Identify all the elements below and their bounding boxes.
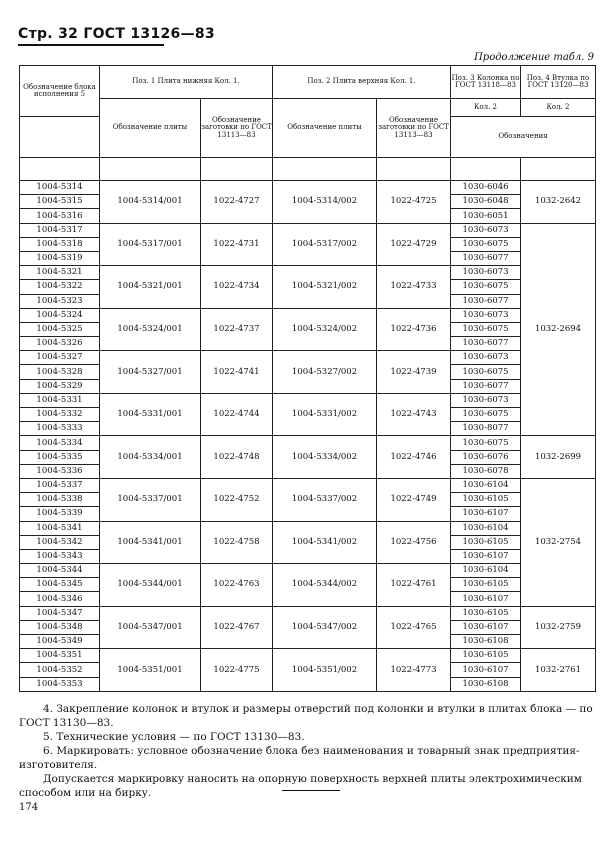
- block-designation-cell: 1004-5353: [20, 677, 100, 691]
- block-designation-cell: 1004-5352: [20, 663, 100, 677]
- column-designation-cell: 1030-6075: [451, 322, 521, 336]
- column-designation-cell: 1030-6108: [451, 635, 521, 649]
- column-designation-cell: 1030-6104: [451, 564, 521, 578]
- block-designation-cell: 1004-5351: [20, 649, 100, 663]
- plate1-designation-cell: 1004-5314/001: [100, 181, 201, 224]
- block-designation-cell: 1004-5325: [20, 322, 100, 336]
- col-head-pos1: Поз. 1 Плита нижняя Кол. 1.: [100, 66, 273, 99]
- block-designation-cell: 1004-5318: [20, 237, 100, 251]
- plate2-designation-cell: 1004-5341/002: [273, 521, 377, 564]
- block-designation-cell: 1004-5338: [20, 493, 100, 507]
- plate2-designation-cell: 1004-5351/002: [273, 649, 377, 692]
- block-designation-cell: 1004-5329: [20, 379, 100, 393]
- table-row: [20, 564, 596, 578]
- bushing-designation-cell: 1032-2754: [521, 478, 596, 606]
- block-designation-cell: 1004-5336: [20, 464, 100, 478]
- plate1-designation-cell: 1004-5317/001: [100, 223, 201, 266]
- column-designation-cell: 1030-6104: [451, 478, 521, 492]
- column-designation-cell: 1030-8077: [451, 422, 521, 436]
- column-designation-cell: 1030-6075: [451, 237, 521, 251]
- block-designation-cell: 1004-5316: [20, 209, 100, 223]
- plate2-designation-cell: 1004-5347/002: [273, 606, 377, 649]
- plate2-designation-cell: 1004-5337/002: [273, 478, 377, 521]
- bushing-designation-cell: 1032-2642: [521, 181, 596, 224]
- block-designation-cell: 1004-5324: [20, 308, 100, 322]
- table-row: [20, 606, 596, 620]
- col-head-pos4: Поз. 4 Втулка по ГОСТ 13120—83: [521, 66, 596, 99]
- plate1-designation-cell: 1004-5337/001: [100, 478, 201, 521]
- block-designation-cell: 1004-5323: [20, 294, 100, 308]
- column-designation-cell: 1030-6107: [451, 549, 521, 563]
- block-designation-cell: 1004-5327: [20, 351, 100, 365]
- blank1-designation-cell: 1022-4763: [201, 564, 273, 607]
- blank2-designation-cell: 1022-4733: [377, 266, 451, 309]
- column-designation-cell: 1030-6046: [451, 181, 521, 195]
- footer-separator: [282, 790, 340, 791]
- blank2-designation-cell: 1022-4765: [377, 606, 451, 649]
- block-designation-cell: 1004-5328: [20, 365, 100, 379]
- blank2-designation-cell: 1022-4739: [377, 351, 451, 394]
- col-head-block-designation: Обозначение блока исполнения 5: [20, 66, 100, 117]
- col-head-blank-designation-2: Обозначение заготовки по ГОСТ 13113—83: [377, 99, 451, 158]
- column-designation-cell: 1030-6073: [451, 223, 521, 237]
- bushing-designation-cell: 1032-2759: [521, 606, 596, 649]
- block-designation-cell: 1004-5317: [20, 223, 100, 237]
- block-designation-cell: 1004-5345: [20, 578, 100, 592]
- table-row: [20, 393, 596, 407]
- bushing-designation-cell: 1032-2699: [521, 436, 596, 479]
- block-designation-cell: 1004-5322: [20, 280, 100, 294]
- column-designation-cell: 1030-6075: [451, 280, 521, 294]
- blank2-designation-cell: 1022-4729: [377, 223, 451, 266]
- note-7: Допускается маркировку наносить на опорную поверхность верхней плиты электрохимическим способом или на бирку.: [19, 772, 582, 799]
- column-designation-cell: 1030-6105: [451, 493, 521, 507]
- block-designation-cell: 1004-5314: [20, 181, 100, 195]
- blank1-designation-cell: 1022-4775: [201, 649, 273, 692]
- blank2-designation-cell: 1022-4746: [377, 436, 451, 479]
- column-designation-cell: 1030-6078: [451, 464, 521, 478]
- column-designation-cell: 1030-6048: [451, 195, 521, 209]
- table-row: [20, 223, 596, 237]
- column-designation-cell: 1030-6108: [451, 677, 521, 691]
- block-designation-cell: 1004-5315: [20, 195, 100, 209]
- table-row: [20, 181, 596, 195]
- plate2-designation-cell: 1004-5314/002: [273, 181, 377, 224]
- note-5: 5. Технические условия — по ГОСТ 13130—83.: [43, 730, 305, 743]
- column-designation-cell: 1030-6077: [451, 337, 521, 351]
- col-head-plate-designation-1: Обозначение плиты: [100, 99, 201, 158]
- plate1-designation-cell: 1004-5347/001: [100, 606, 201, 649]
- plate1-designation-cell: 1004-5327/001: [100, 351, 201, 394]
- blank1-designation-cell: 1022-4731: [201, 223, 273, 266]
- column-designation-cell: 1030-6107: [451, 620, 521, 634]
- note-6: 6. Маркировать: условное обозначение блока без наименования и товарный знак предприятия-изготовителя.: [19, 744, 580, 771]
- blank2-designation-cell: 1022-4773: [377, 649, 451, 692]
- block-designation-cell: 1004-5347: [20, 606, 100, 620]
- col-head-plate-designation-2: Обозначение плиты: [273, 99, 377, 158]
- block-designation-cell: 1004-5333: [20, 422, 100, 436]
- blank1-designation-cell: 1022-4741: [201, 351, 273, 394]
- blank2-designation-cell: 1022-4749: [377, 478, 451, 521]
- plate2-designation-cell: 1004-5344/002: [273, 564, 377, 607]
- plate2-designation-cell: 1004-5324/002: [273, 308, 377, 351]
- blank2-designation-cell: 1022-4743: [377, 393, 451, 436]
- table-row: [20, 266, 596, 280]
- column-designation-cell: 1030-6075: [451, 436, 521, 450]
- block-designation-cell: 1004-5339: [20, 507, 100, 521]
- block-designation-cell: 1004-5335: [20, 450, 100, 464]
- blank1-designation-cell: 1022-4752: [201, 478, 273, 521]
- blank1-designation-cell: 1022-4734: [201, 266, 273, 309]
- block-designation-cell: 1004-5332: [20, 408, 100, 422]
- page-number: 174: [19, 802, 39, 813]
- blank2-designation-cell: 1022-4761: [377, 564, 451, 607]
- block-designation-cell: 1004-5348: [20, 620, 100, 634]
- header-rule: [18, 44, 164, 46]
- blank1-designation-cell: 1022-4758: [201, 521, 273, 564]
- blank1-designation-cell: 1022-4727: [201, 181, 273, 224]
- table-continuation-label: Продолжение табл. 9: [474, 52, 594, 63]
- plate1-designation-cell: 1004-5324/001: [100, 308, 201, 351]
- footer-notes: [19, 703, 593, 801]
- column-designation-cell: 1030-6075: [451, 408, 521, 422]
- column-designation-cell: 1030-6077: [451, 379, 521, 393]
- block-designation-cell: 1004-5342: [20, 535, 100, 549]
- column-designation-cell: 1030-6105: [451, 606, 521, 620]
- col-head-blank-designation-1: Обозначение заготовки по ГОСТ 13113—83: [201, 99, 273, 158]
- plate2-designation-cell: 1004-5317/002: [273, 223, 377, 266]
- plate2-designation-cell: 1004-5334/002: [273, 436, 377, 479]
- blank1-designation-cell: 1022-4737: [201, 308, 273, 351]
- col-head-designations: Обозначения: [451, 117, 596, 158]
- plate1-designation-cell: 1004-5321/001: [100, 266, 201, 309]
- block-designation-cell: 1004-5346: [20, 592, 100, 606]
- column-designation-cell: 1030-6051: [451, 209, 521, 223]
- block-designation-cell: 1004-5349: [20, 635, 100, 649]
- blank1-designation-cell: 1022-4767: [201, 606, 273, 649]
- column-designation-cell: 1030-6075: [451, 365, 521, 379]
- note-4: 4. Закрепление колонок и втулок и размеры отверстий под колонки и втулки в плитах блока — по ГОСТ 13130—83.: [19, 703, 593, 729]
- block-designation-cell: 1004-5341: [20, 521, 100, 535]
- plate2-designation-cell: 1004-5321/002: [273, 266, 377, 309]
- col-head-empty: [20, 117, 100, 158]
- column-designation-cell: 1030-6105: [451, 535, 521, 549]
- table-row: [20, 649, 596, 663]
- column-designation-cell: 1030-6077: [451, 294, 521, 308]
- column-designation-cell: 1030-6104: [451, 521, 521, 535]
- column-designation-cell: 1030-6076: [451, 450, 521, 464]
- blank2-designation-cell: 1022-4756: [377, 521, 451, 564]
- blank1-designation-cell: 1022-4748: [201, 436, 273, 479]
- plate1-designation-cell: 1004-5334/001: [100, 436, 201, 479]
- blank2-designation-cell: 1022-4725: [377, 181, 451, 224]
- table-row: [20, 521, 596, 535]
- plate2-designation-cell: 1004-5331/002: [273, 393, 377, 436]
- parts-table: [19, 65, 596, 692]
- bushing-designation-cell: 1032-2694: [521, 223, 596, 436]
- col-head-pos3: Поз. 3 Колонка по ГОСТ 13118—83: [451, 66, 521, 99]
- table-row: [20, 436, 596, 450]
- page-header: Стр. 32 ГОСТ 13126—83: [18, 26, 215, 42]
- column-designation-cell: 1030-6077: [451, 251, 521, 265]
- plate1-designation-cell: 1004-5351/001: [100, 649, 201, 692]
- table-row: [20, 478, 596, 492]
- column-designation-cell: 1030-6073: [451, 351, 521, 365]
- col-head-qty3: Кол. 2: [451, 99, 521, 117]
- column-designation-cell: 1030-6107: [451, 663, 521, 677]
- column-designation-cell: 1030-6107: [451, 592, 521, 606]
- block-designation-cell: 1004-5319: [20, 251, 100, 265]
- column-designation-cell: 1030-6073: [451, 393, 521, 407]
- column-designation-cell: 1030-6107: [451, 507, 521, 521]
- column-designation-cell: 1030-6105: [451, 578, 521, 592]
- block-designation-cell: 1004-5334: [20, 436, 100, 450]
- plate1-designation-cell: 1004-5341/001: [100, 521, 201, 564]
- bushing-designation-cell: 1032-2761: [521, 649, 596, 692]
- column-designation-cell: 1030-6105: [451, 649, 521, 663]
- column-designation-cell: 1030-6073: [451, 308, 521, 322]
- plate1-designation-cell: 1004-5344/001: [100, 564, 201, 607]
- plate1-designation-cell: 1004-5331/001: [100, 393, 201, 436]
- plate2-designation-cell: 1004-5327/002: [273, 351, 377, 394]
- block-designation-cell: 1004-5321: [20, 266, 100, 280]
- col-head-qty4: Кол. 2: [521, 99, 596, 117]
- table-row: [20, 308, 596, 322]
- blank1-designation-cell: 1022-4744: [201, 393, 273, 436]
- block-designation-cell: 1004-5326: [20, 337, 100, 351]
- blank2-designation-cell: 1022-4736: [377, 308, 451, 351]
- block-designation-cell: 1004-5344: [20, 564, 100, 578]
- column-designation-cell: 1030-6073: [451, 266, 521, 280]
- col-head-pos2: Поз. 2 Плита верхняя Кол. 1.: [273, 66, 451, 99]
- block-designation-cell: 1004-5337: [20, 478, 100, 492]
- block-designation-cell: 1004-5331: [20, 393, 100, 407]
- table-spacer-row: [20, 158, 596, 181]
- block-designation-cell: 1004-5343: [20, 549, 100, 563]
- table-row: [20, 351, 596, 365]
